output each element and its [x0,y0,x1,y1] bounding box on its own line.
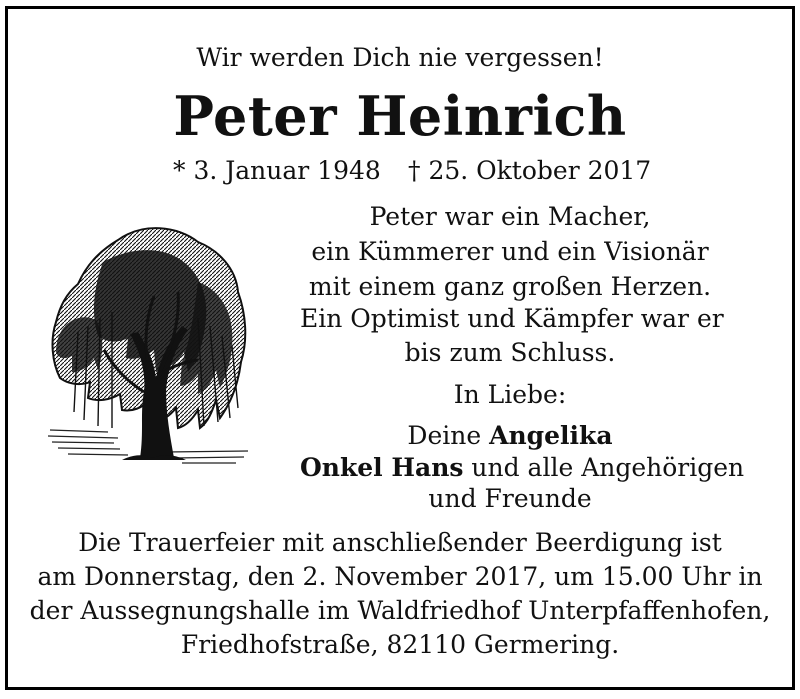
header-text: Wir werden Dich nie vergessen! [196,43,604,72]
weeping-willow-tree-icon [48,222,253,470]
verse-line-5: bis zum Schluss. [404,338,616,367]
mourner-line-1 [300,421,720,450]
mourner-line-3: und Freunde [428,484,592,513]
verse-line-2: ein Kümmerer und ein Visionär [311,237,709,266]
death-date: † 25. Oktober 2017 [408,156,652,185]
in-love-label: In Liebe: [453,380,567,409]
mourner-onkel-hans: Onkel Hans [300,453,464,482]
mourner-prefix: Deine [407,421,490,450]
funeral-line-4: Friedhofstraße, 82110 Germering. [180,630,620,659]
verse-line-4: Ein Optimist und Kämpfer war er [300,304,724,333]
verse-line-1: Peter war ein Macher, [369,202,651,231]
verse-line-3: mit einem ganz großen Herzen. [308,272,712,301]
mourner-angelika: Angelika [489,421,613,450]
funeral-line-2: am Donnerstag, den 2. November 2017, um 15.00 Uhr in [37,562,763,591]
funeral-line-3: der Aussegnungshalle im Waldfriedhof Unterpfaffenhofen, [29,596,771,625]
mourner-suffix: und alle Angehörigen [463,453,745,482]
deceased-name: Peter Heinrich [173,84,627,148]
funeral-line-1: Die Trauerfeier mit anschließender Beerdigung ist [78,528,722,557]
birth-date: * 3. Januar 1948 [173,156,381,185]
mourner-line-2 [300,453,745,482]
